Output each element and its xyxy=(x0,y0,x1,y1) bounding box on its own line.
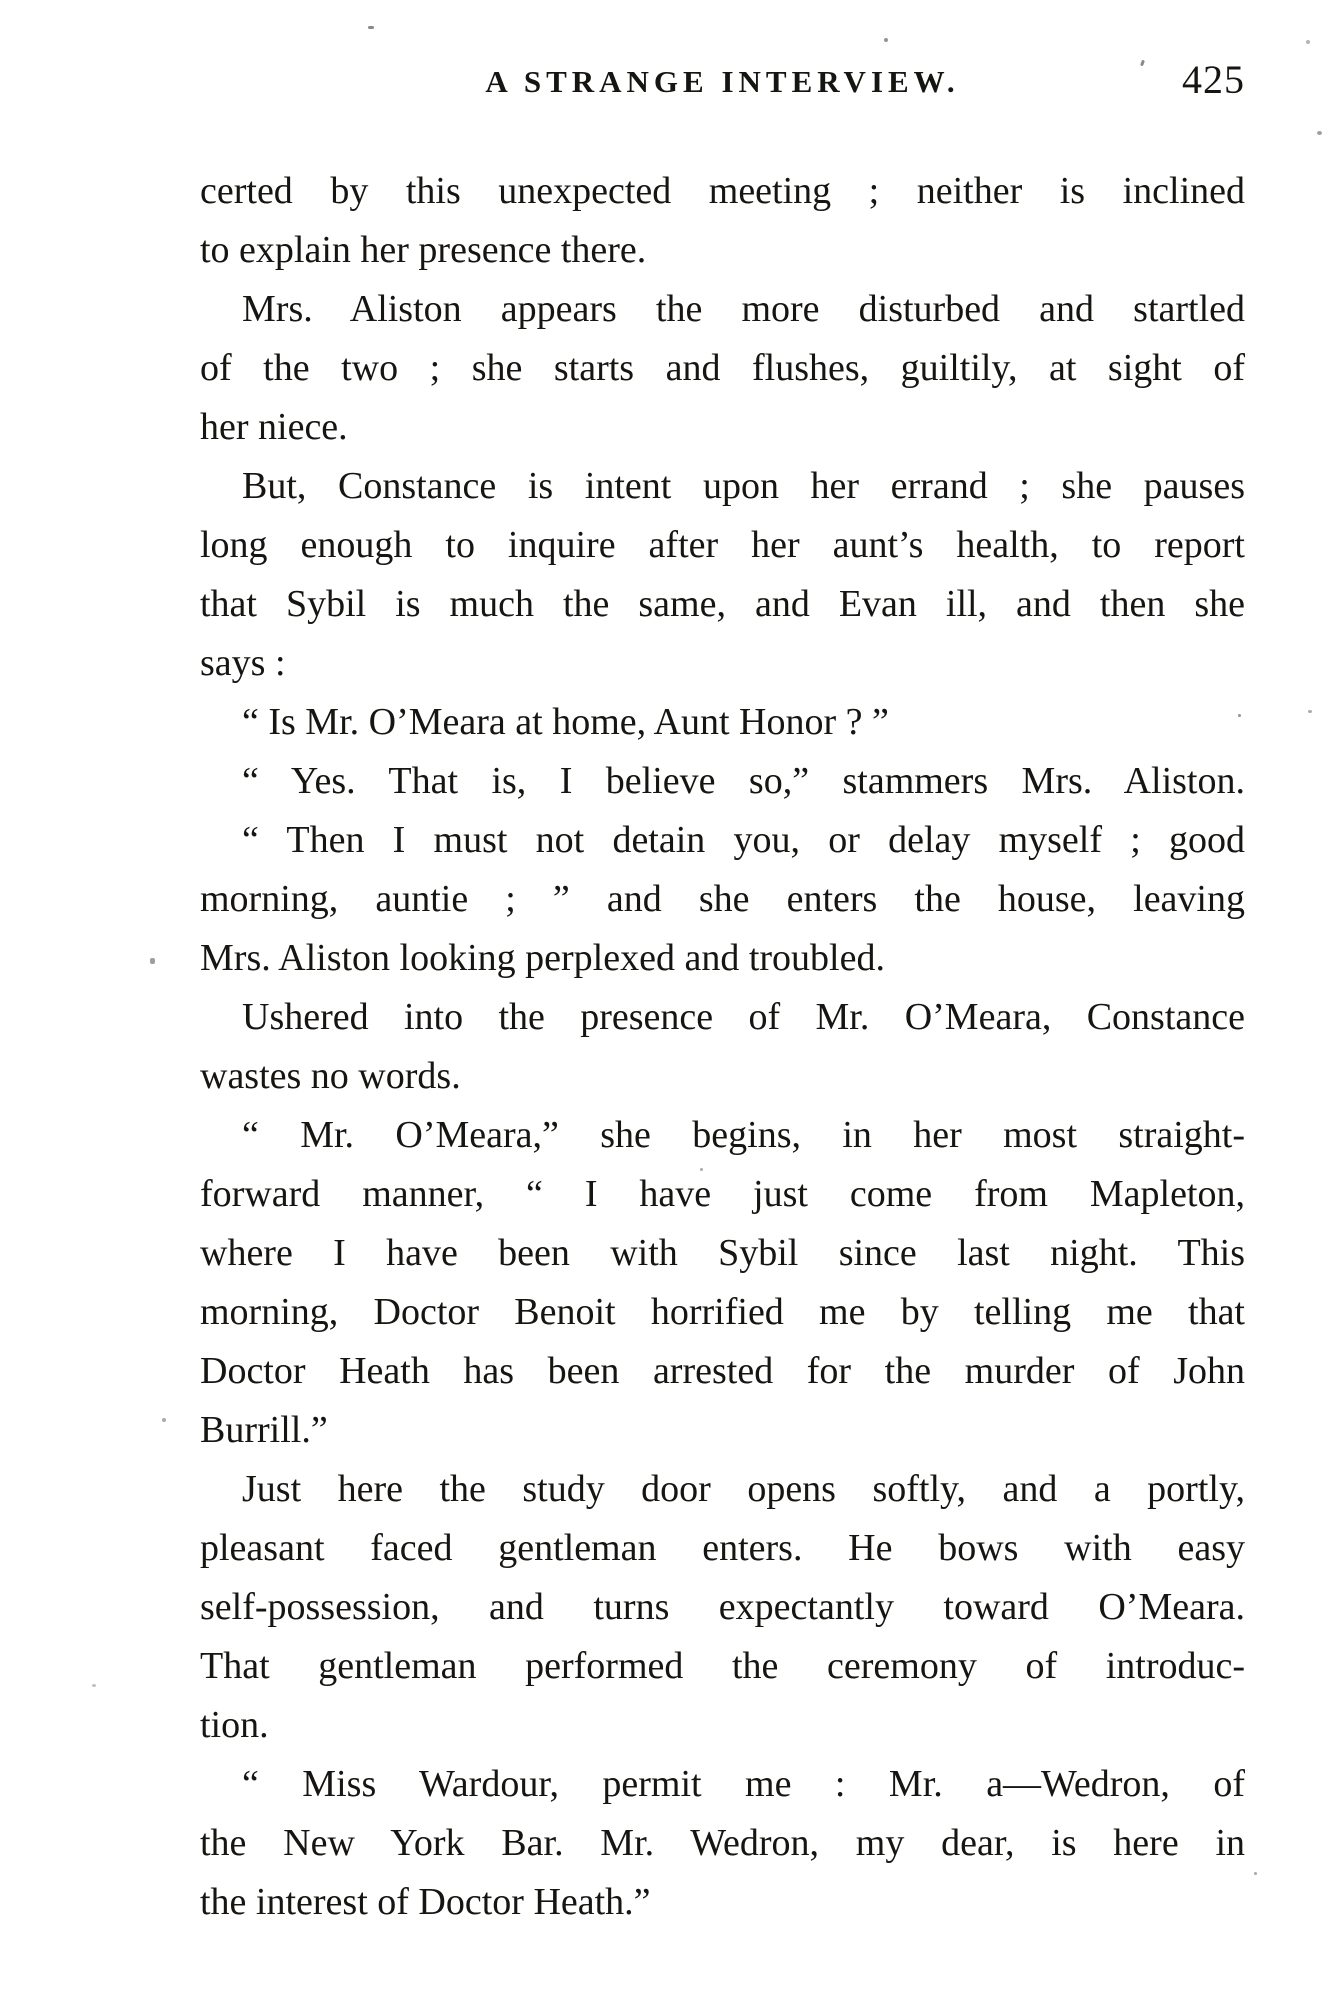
text-line: certed by this unexpected meeting ; neither is inclined xyxy=(200,170,1245,212)
scan-speck xyxy=(1308,710,1312,713)
text-line: the interest of Doctor Heath.” xyxy=(200,1881,651,1923)
text-line: “ Yes. That is, I believe so,” stammers Mrs. Aliston. xyxy=(242,760,1245,802)
text-line: Ushered into the presence of Mr. O’Meara, Constance xyxy=(242,996,1245,1038)
text-line: tion. xyxy=(200,1704,269,1746)
scan-speck xyxy=(162,1418,166,1422)
text-line: her niece. xyxy=(200,406,348,448)
text-line: where I have been with Sybil since last night. This xyxy=(200,1232,1245,1274)
text-line: That gentleman performed the ceremony of introduc- xyxy=(200,1645,1245,1687)
text-line: Mrs. Aliston appears the more disturbed and startled xyxy=(242,288,1245,330)
scan-speck xyxy=(700,1168,703,1171)
scan-speck xyxy=(92,1684,96,1687)
text-line: But, Constance is intent upon her errand ; she pauses xyxy=(242,465,1245,507)
text-line: “ Miss Wardour, permit me : Mr. a—Wedron, of xyxy=(242,1763,1245,1805)
text-line: morning, Doctor Benoit horrified me by telling me that xyxy=(200,1291,1245,1333)
scan-speck xyxy=(884,38,888,42)
text-line: Burrill.” xyxy=(200,1409,328,1451)
scan-speck xyxy=(150,958,155,964)
text-line: Mrs. Aliston looking perplexed and troubled. xyxy=(200,937,885,979)
page-number: 425 xyxy=(1182,57,1245,102)
text-line: forward manner, “ I have just come from Mapleton, xyxy=(200,1173,1245,1215)
chapter-title: A STRANGE INTERVIEW. xyxy=(485,64,960,99)
text-line: “ Mr. O’Meara,” she begins, in her most straight- xyxy=(242,1114,1245,1156)
text-line: to explain her presence there. xyxy=(200,229,647,271)
text-line: of the two ; she starts and flushes, guiltily, at sight of xyxy=(200,347,1245,389)
text-line: Just here the study door opens softly, and a portly, xyxy=(242,1468,1245,1510)
body-text xyxy=(200,162,1245,1932)
text-line: pleasant faced gentleman enters. He bows with easy xyxy=(200,1527,1245,1569)
text-line: self-possession, and turns expectantly toward O’Meara. xyxy=(200,1586,1245,1628)
scan-speck xyxy=(1306,40,1310,44)
text-line: the New York Bar. Mr. Wedron, my dear, is here in xyxy=(200,1822,1245,1864)
scan-speck xyxy=(1238,714,1241,717)
text-line: that Sybil is much the same, and Evan ill, and then she xyxy=(200,583,1245,625)
text-line: “ Is Mr. O’Meara at home, Aunt Honor ? ” xyxy=(242,701,889,743)
text-line: wastes no words. xyxy=(200,1055,461,1097)
scan-speck xyxy=(1317,131,1322,135)
scan-speck xyxy=(1254,1872,1257,1875)
text-line: “ Then I must not detain you, or delay myself ; good xyxy=(242,819,1245,861)
running-header xyxy=(200,56,1245,104)
text-line: says : xyxy=(200,642,286,684)
text-line: Doctor Heath has been arrested for the murder of John xyxy=(200,1350,1245,1392)
scan-speck xyxy=(368,26,374,29)
text-line: long enough to inquire after her aunt’s health, to report xyxy=(200,524,1245,566)
text-line: morning, auntie ; ” and she enters the house, leaving xyxy=(200,878,1245,920)
